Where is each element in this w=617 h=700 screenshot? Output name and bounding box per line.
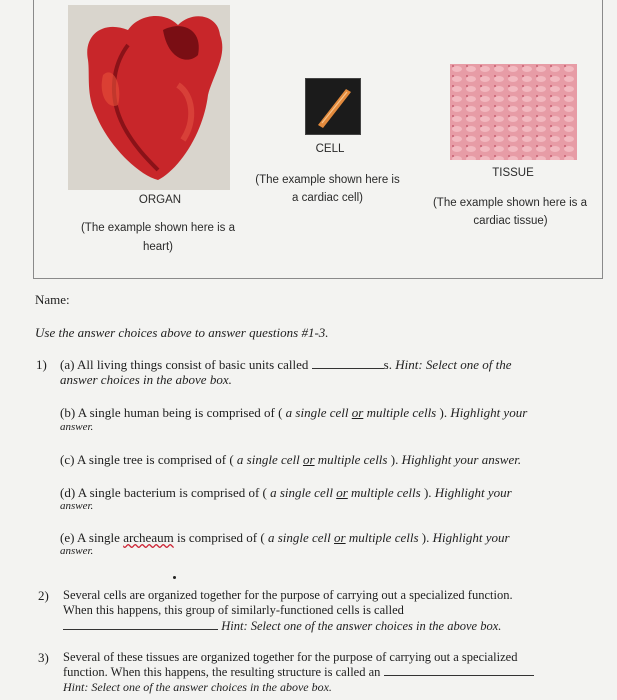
q1e-text: (e) A single — [60, 530, 120, 545]
cell-caption-line1: (The example shown here is — [255, 174, 400, 186]
organ-caption-line2: heart) — [142, 241, 174, 253]
q1a-answer-blank[interactable] — [312, 358, 384, 369]
heart-image — [68, 5, 230, 190]
tissue-caption-line1: (The example shown here is a — [432, 197, 588, 209]
q2-line2: When this happens, this group of similarly-functioned cells is called — [63, 603, 404, 617]
q2-answer-row — [63, 618, 501, 634]
q1b-or: or — [351, 405, 364, 420]
question-1-number: 1) — [36, 357, 47, 372]
q1a-line2: answer choices in the above box. — [60, 372, 232, 387]
q3-line2 — [63, 665, 534, 680]
q1e-option-single[interactable]: a single cell — [267, 530, 331, 545]
q1c-end: ). — [390, 452, 399, 467]
q1a-hint: Hint: Select one of the — [395, 357, 512, 372]
cell-label: CELL — [315, 143, 345, 155]
organ-caption-line1: (The example shown here is a — [80, 222, 236, 234]
name-label: Name: — [35, 292, 70, 307]
q1e-option-multiple[interactable]: multiple cells — [348, 530, 419, 545]
question-2-number: 2) — [38, 588, 49, 603]
q1d-end: ). — [423, 485, 432, 500]
tissue-label: TISSUE — [492, 167, 534, 179]
q1d-option-single[interactable]: a single cell — [270, 485, 333, 500]
q1d-option-multiple[interactable]: multiple cells — [351, 485, 421, 500]
q3-line1: Several of these tissues are organized together for the purpose of carrying out a specialized — [63, 650, 518, 664]
q1a-suffix: s. — [383, 357, 392, 372]
q2-answer-blank[interactable] — [63, 619, 218, 630]
q1d-instruction: Highlight your — [434, 485, 512, 500]
cardiac-tissue-image — [450, 64, 577, 160]
q1b-option-single[interactable]: a single cell — [285, 405, 349, 420]
q1d-or: or — [336, 485, 348, 500]
q3-hint: Hint: Select one of the answer choices in the above box. — [63, 680, 332, 694]
q1e-archeaum: archeaum — [123, 530, 174, 545]
q1c-option-single[interactable]: a single cell — [236, 452, 300, 467]
question-1d — [60, 485, 512, 500]
question-1e — [60, 530, 510, 545]
q1b-line2: answer. — [60, 421, 94, 433]
question-3-number: 3) — [38, 650, 49, 665]
q1e-end: ). — [421, 530, 430, 545]
q1e-text-b: is comprised of ( — [176, 530, 265, 545]
q1e-or: or — [334, 530, 346, 545]
q1e-instruction: Highlight your — [432, 530, 510, 545]
instructions: Use the answer choices above to answer questions #1-3. — [35, 325, 329, 340]
q3-line2-text: function. When this happens, the resulting structure is called an — [63, 665, 381, 679]
cardiac-cell-image — [305, 78, 361, 135]
stray-dot — [173, 576, 176, 579]
q2-hint: Hint: Select one of the answer choices in the above box. — [221, 619, 502, 633]
q1d-line2: answer. — [60, 500, 94, 512]
q1c-instruction: Highlight your answer. — [401, 452, 522, 467]
q1b-instruction: Highlight your — [450, 405, 528, 420]
q1c-option-multiple[interactable]: multiple cells — [317, 452, 388, 467]
q2-line1: Several cells are organized together for the purpose of carrying out a specialized function. — [63, 588, 513, 602]
q1b-end: ). — [439, 405, 448, 420]
q1b-text: (b) A single human being is comprised of ( — [60, 405, 283, 420]
q1a-text: (a) All living things consist of basic units called — [60, 357, 309, 372]
cell-caption-line2: a cardiac cell) — [292, 192, 363, 204]
q1b-option-multiple[interactable]: multiple cells — [366, 405, 437, 420]
q1d-text: (d) A single bacterium is comprised of ( — [60, 485, 267, 500]
q3-answer-blank[interactable] — [384, 665, 534, 676]
q1c-or: or — [302, 452, 315, 467]
organ-label: ORGAN — [138, 194, 182, 206]
question-1b — [60, 405, 527, 420]
q1e-line2: answer. — [60, 545, 94, 557]
question-1c — [60, 452, 521, 467]
q1c-text: (c) A single tree is comprised of ( — [60, 452, 234, 467]
tissue-caption-line2: cardiac tissue) — [473, 215, 548, 227]
question-1a — [60, 357, 511, 372]
